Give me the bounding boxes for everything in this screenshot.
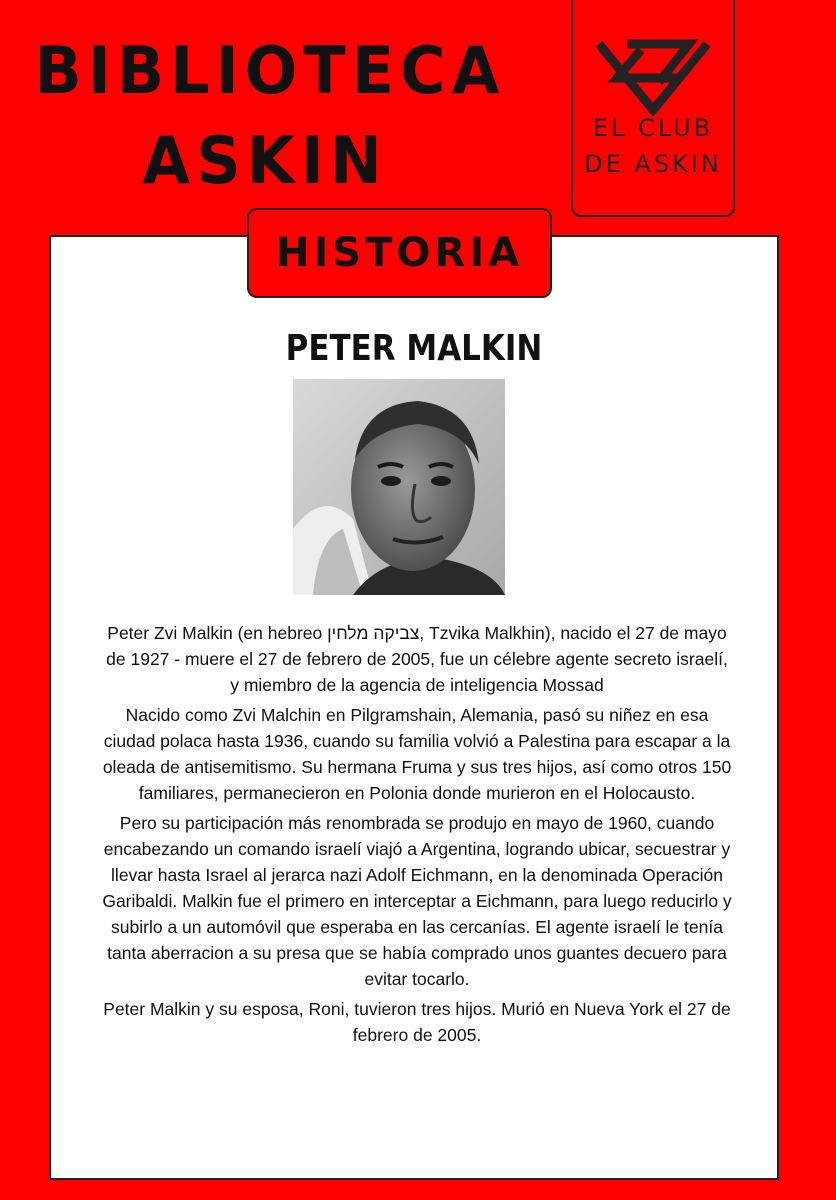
club-name-line-1: EL CLUB [592,114,714,142]
section-tab-historia [247,208,552,298]
library-title-line-2: ASKIN [142,122,388,199]
club-name-line-2: DE ASKIN [584,150,722,178]
biography-name: PETER MALKIN [285,328,543,369]
biography-paragraph-3: Pero su participación más renombrada se produjo en mayo de 1960, cuando encabezando un comando israelí viajó a Argentina, logrando ubicar, secuestrar y llevar hasta Israel al jerarca nazi Adolf Eichmann, en la denominada Operación Garibaldi. Malkin fue el primero en interceptar a Eichmann, para luego reducirlo y subirlo a un automóvil que esperaba en las cercanías. El agente israelí le tenía tanta aberracion a su presa que se había comprado unos guantes decuero para evitar tocarlo. [102,813,732,989]
biography-text [100,620,734,1052]
biography-paragraph-2: Nacido como Zvi Malchin en Pilgramshain, Alemania, pasó su niñez en esa ciudad polaca hasta 1936, cuando su familia volvió a Palestina para escapar a la oleada de antisemitismo. Su hermana Fruma y sus tres hijos, así como otros 150 familiares, permanecieron en Polonia donde murieron en el Holocausto. [102,705,732,803]
biography-paragraph-1: Peter Zvi Malkin (en hebreo צביקה מלחין, Tzvika Malkhin), nacido el 27 de mayo de 1927 - muere el 27 de febrero de 2005, fue un célebre agente secreto israelí, y miembro de la agencia de inteligencia Mossad [106,623,728,695]
biography-paragraph-4: Peter Malkin y su esposa, Roni, tuvieron tres hijos. Murió en Nueva York el 27 de febrero de 2005. [103,999,731,1045]
portrait-photo [293,379,505,595]
library-title-line-1: BIBLIOTECA [34,32,506,109]
section-tab-label: HISTORIA [275,230,524,276]
club-badge [571,0,735,217]
valknut-knot-logo-icon [593,38,713,116]
